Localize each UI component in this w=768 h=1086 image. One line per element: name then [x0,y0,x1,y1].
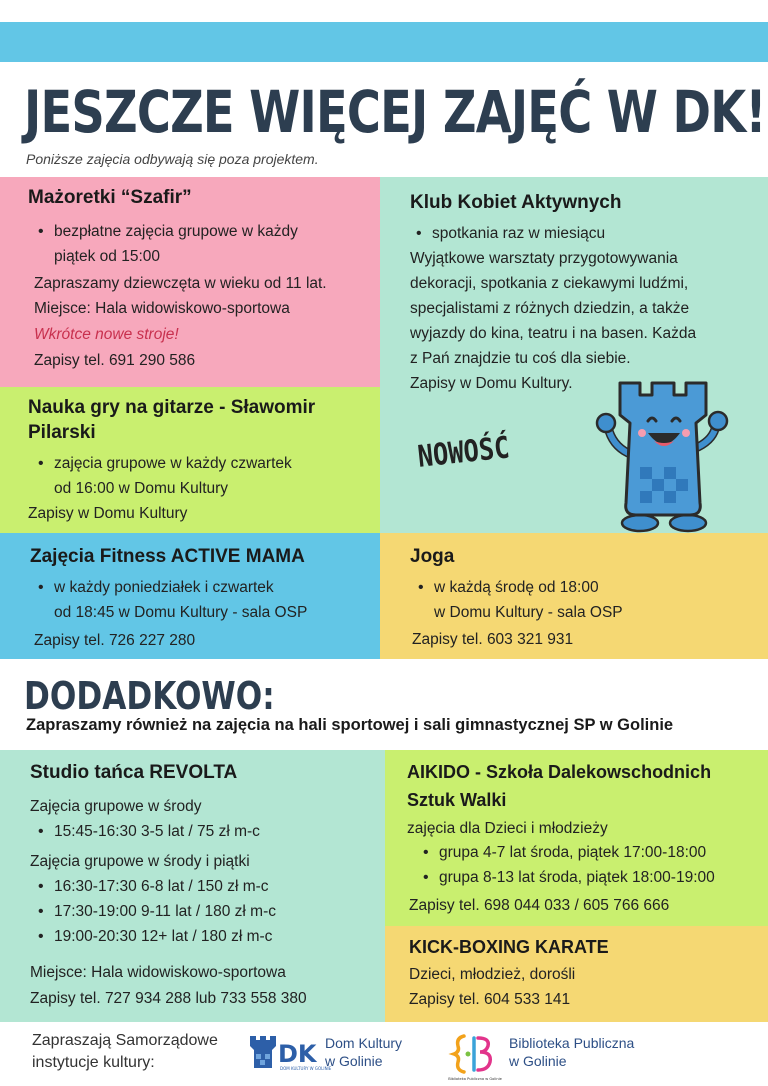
revolta-group2: Zajęcia grupowe w środy i piątki [30,853,250,870]
new-badge: NOWOŚĆ [416,430,512,475]
majoretki-card [0,177,380,387]
list-item: • grupa 8-13 lat środa, piątek 18:00-19:00 [417,865,767,890]
joga-title: Joga [410,546,455,567]
gitara-list [32,451,377,501]
kickboxing-card [385,926,768,1022]
aikido-intro: zajęcia dla Dzieci i młodzieży [407,820,608,837]
majoretki-list [32,219,377,269]
kickboxing-title: KICK-BOXING KARATE [409,937,609,957]
revolta-group1: Zajęcia grupowe w środy [30,798,202,815]
footer-invite: Zapraszają Samorządowe instytucje kultury: [32,1032,218,1071]
list-item: • 15:45-16:30 3-5 lat / 75 zł m-c [32,819,260,844]
majoretki-place: Miejsce: Hala widowiskowo-sportowa [34,300,290,317]
fitness-title: Zajęcia Fitness ACTIVE MAMA [30,546,305,567]
fitness-list [32,575,377,625]
list-item: • w każdą środę od 18:00 w Domu Kultury - sala OSP [412,575,757,625]
aikido-list [417,840,767,890]
aikido-card [385,750,768,926]
klub-contact: Zapisy w Domu Kultury. [410,375,573,392]
joga-contact: Zapisy tel. 603 321 931 [412,631,574,648]
list-item: • 17:30-19:00 9-11 lat / 180 zł m-c [32,899,276,924]
fitness-contact: Zapisy tel. 726 227 280 [34,632,196,649]
revolta-group2-list [32,874,276,949]
klub-description: Wyjątkowe warsztaty przygotowywania dekoracji, spotkania z ciekawymi ludźmi, specjalistami z różnych dziedzin, a także wyjazdy do kina, teatru i na basen. Każda z Pań znajdzie tu coś dla siebie. [410,250,697,367]
library-name: Biblioteka Publiczna w Golinie [509,1035,635,1069]
list-item: • 16:30-17:30 6-8 lat / 150 zł m-c [32,874,276,899]
majoretki-note: Wkrótce nowe stroje! [34,326,179,343]
dk-name: Dom Kultury w Golinie [325,1035,403,1069]
majoretki-title: Mażoretki “Szafir” [28,187,192,208]
dk-logo-icon [248,1030,332,1076]
list-item: • 19:00-20:30 12+ lat / 180 zł m-c [32,924,276,949]
list-item: • w każdy poniedziałek i czwartek od 18:45 w Domu Kultury - sala OSP [32,575,377,625]
aikido-contact: Zapisy tel. 698 044 033 / 605 766 666 [409,897,670,914]
revolta-contact: Zapisy tel. 727 934 288 lub 733 558 380 [30,990,307,1007]
list-item: • spotkania raz w miesiącu [410,221,605,246]
library-logo-icon [450,1030,500,1084]
page-subtitle: Poniższe zajęcia odbywają się poza projektem. [26,151,319,167]
joga-card [380,533,768,659]
revolta-title: Studio tańca REVOLTA [30,762,238,783]
fitness-card [0,533,380,659]
majoretki-line: Zapraszamy dziewczęta w wieku od 11 lat. [34,275,327,292]
svg-text:DK: DK [278,1040,317,1068]
svg-text:Biblioteka Publiczna w Golinie: Biblioteka Publiczna w Golinie [448,1077,502,1081]
svg-text:DOM KULTURY W GOLINIE: DOM KULTURY W GOLINIE [280,1066,332,1071]
list-item: • grupa 4-7 lat środa, piątek 17:00-18:00 [417,840,767,865]
majoretki-contact: Zapisy tel. 691 290 586 [34,352,196,369]
list-item: • zajęcia grupowe w każdy czwartek od 16:00 w Domu Kultury [32,451,377,501]
revolta-card [0,750,385,1022]
list-item: • bezpłatne zajęcia grupowe w każdy piątek od 15:00 [32,219,377,269]
gitara-title: Nauka gry na gitarze - Sławomir Pilarski [28,397,316,443]
kickboxing-contact: Zapisy tel. 604 533 141 [409,991,571,1008]
revolta-place: Miejsce: Hala widowiskowo-sportowa [30,964,286,981]
klub-title: Klub Kobiet Aktywnych [410,192,622,213]
section-subtitle: Zapraszamy również na zajęcia na hali sportowej i sali gimnastycznej SP w Golinie [26,716,674,734]
gitara-contact: Zapisy w Domu Kultury [28,505,188,522]
section-title: DODADKOWO: [24,674,275,718]
revolta-group1-list [32,819,260,844]
top-color-bar [0,22,768,62]
aikido-title: AIKIDO - Szkoła Dalekowschodnich Sztuk Walki [407,762,712,810]
gitara-card [0,387,380,533]
klub-list [410,221,605,246]
joga-list [412,575,757,625]
page-title: JESZCZE WIĘCEJ ZAJĘĆ W DK! [24,78,766,146]
kickboxing-audience: Dzieci, młodzież, dorośli [409,966,576,983]
rook-mascot-icon [590,375,740,535]
